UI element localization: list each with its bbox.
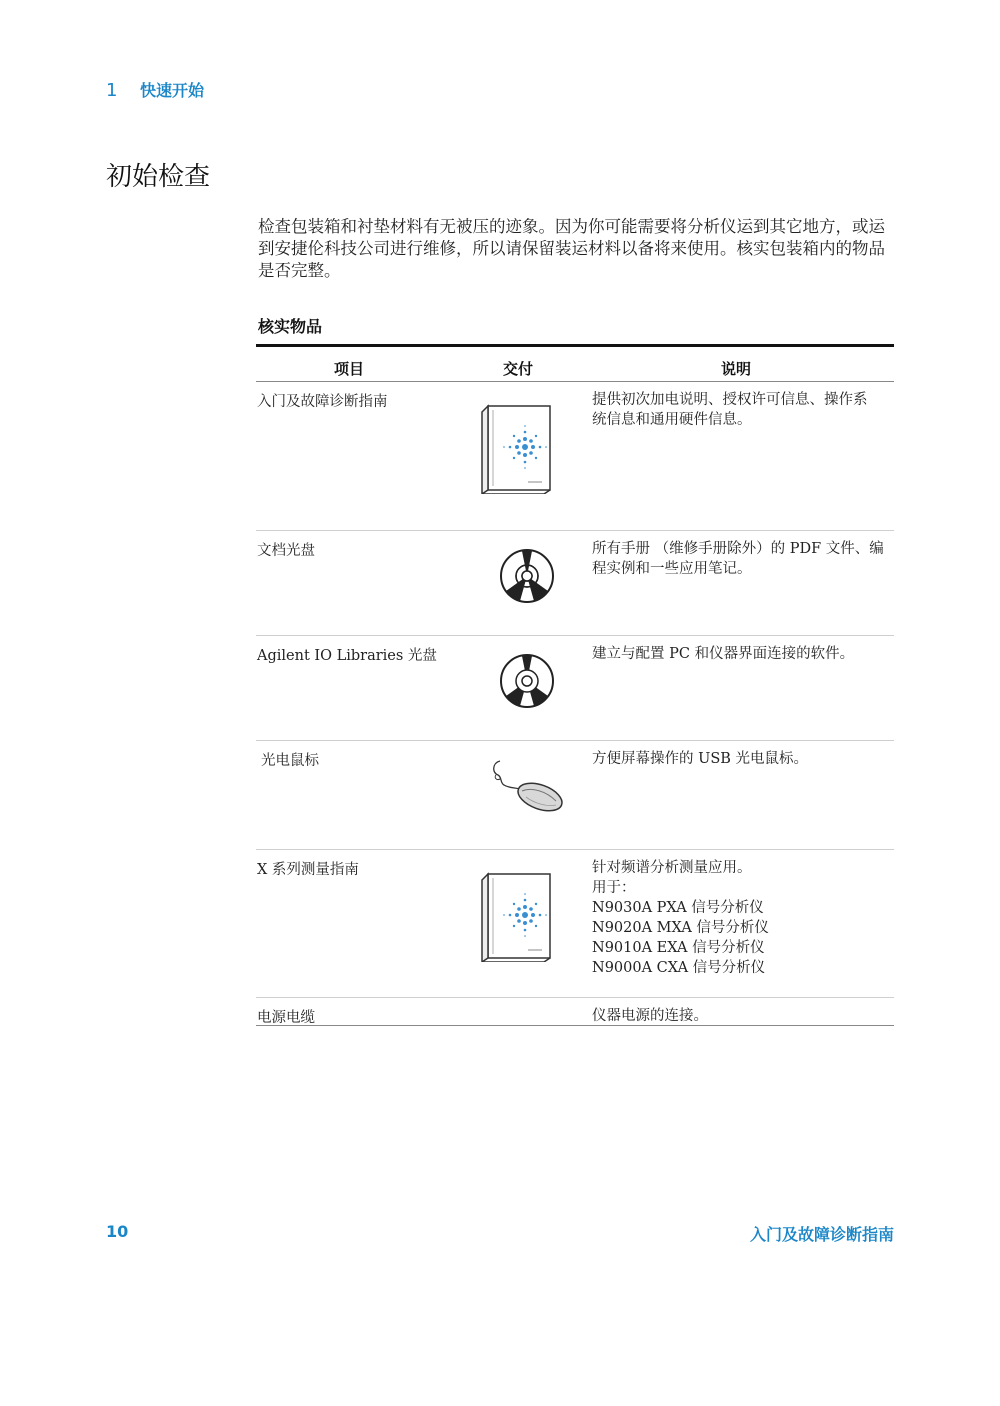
item-name: X 系列测量指南 [257, 862, 359, 878]
table-row [256, 741, 894, 850]
table-row [256, 850, 894, 998]
table-row [256, 998, 894, 1026]
item-description: 建立与配置 PC 和仪器界面连接的软件。 [592, 646, 855, 662]
header-description: 说明 [721, 360, 752, 378]
header-delivery: 交付 [503, 360, 534, 378]
item-name: 光电鼠标 [261, 753, 319, 769]
item-name: Agilent IO Libraries 光盘 [257, 648, 437, 664]
table-row [256, 636, 894, 741]
section-heading: 核实物品 [258, 317, 323, 336]
chapter-header [106, 78, 204, 101]
cd-disc-icon [498, 547, 556, 605]
item-description: 仪器电源的连接。 [592, 1008, 708, 1024]
table-header [256, 347, 894, 382]
mouse-icon [488, 757, 568, 813]
page-number: 10 [106, 1222, 129, 1241]
item-description: 方便屏幕操作的 USB 光电鼠标。 [592, 751, 809, 767]
item-name: 电源电缆 [257, 1010, 315, 1026]
cd-disc-icon [498, 652, 556, 710]
chapter-title: 快速开始 [140, 81, 205, 100]
manual-book-icon [480, 402, 554, 494]
item-name: 入门及故障诊断指南 [257, 394, 388, 410]
item-name: 文档光盘 [257, 543, 315, 559]
item-description: 所有手册 （维修手册除外）的 PDF 文件、编 程实例和一些应用笔记。 [592, 541, 884, 577]
header-item: 项目 [334, 360, 365, 378]
item-description: 针对频谱分析测量应用。 用于： N9030A PXA 信号分析仪 N9020A MXA 信号分析仪 N9010A EXA 信号分析仪 N9000A CXA 信号分析仪 [592, 860, 769, 976]
page-title: 初始检查 [106, 162, 211, 192]
footer-doc-title: 入门及故障诊断指南 [749, 1225, 894, 1244]
chapter-number: 1 [106, 80, 118, 101]
contents-table [256, 344, 894, 1026]
intro-paragraph: 检查包装箱和衬垫材料有无被压的迹象。因为你可能需要将分析仪运到其它地方，或运到安捷伦科技公司进行维修，所以请保留装运材料以备将来使用。核实包装箱内的物品是否完整。 [258, 217, 885, 280]
table-row [256, 382, 894, 531]
table-row [256, 531, 894, 636]
item-description: 提供初次加电说明、授权许可信息、操作系 统信息和通用硬件信息。 [592, 392, 868, 428]
manual-book-icon [480, 870, 554, 962]
